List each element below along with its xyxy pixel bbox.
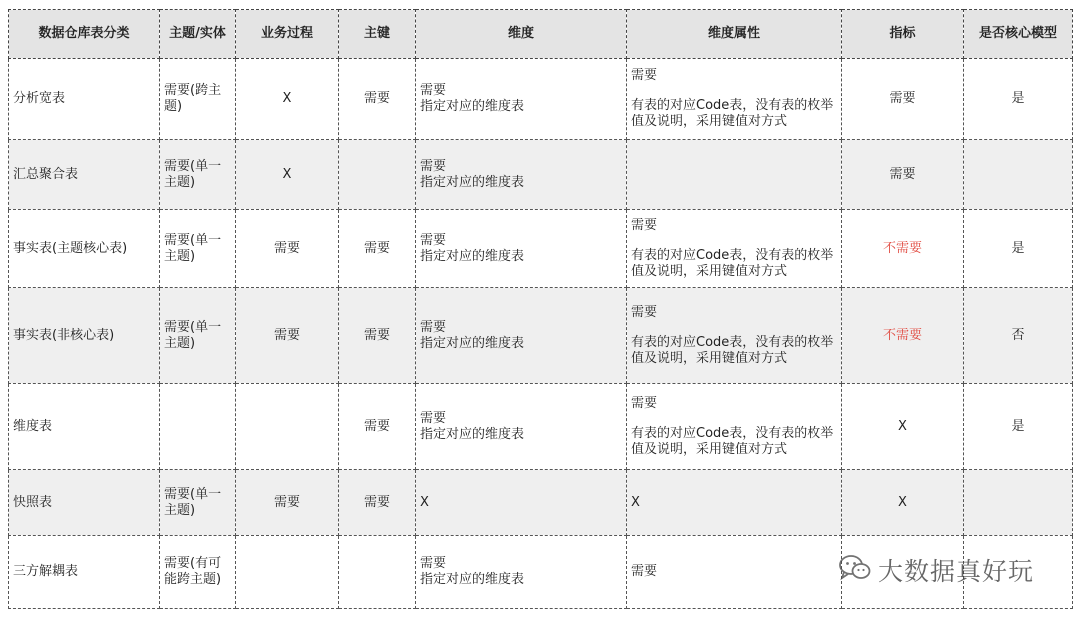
cell-dimension-attr: [627, 470, 842, 536]
cell-category: 三方解耦表: [9, 536, 160, 609]
header-metric: 指标: [842, 10, 964, 59]
cell-category: 快照表: [9, 470, 160, 536]
cell-process: [236, 536, 339, 609]
cell-metric: 需要: [842, 59, 964, 140]
cell-category: 维度表: [9, 384, 160, 470]
cell-process: [236, 384, 339, 470]
cell-dimension: [416, 59, 627, 140]
cell-metric: 需要: [842, 140, 964, 210]
cell-core: 是: [964, 59, 1073, 140]
cell-core: 是: [964, 210, 1073, 288]
cell-dimension-attr: [627, 59, 842, 140]
dimension-line-2: 指定对应的维度表: [420, 174, 525, 190]
cell-subject: [160, 384, 236, 470]
dimension-line-2: 指定对应的维度表: [420, 572, 525, 587]
cell-subject: 需要(单一主题): [160, 210, 236, 288]
dimension-line-1: 需要: [420, 410, 447, 426]
attr-line-1: 需要: [631, 68, 658, 83]
cell-key: 需要: [339, 288, 416, 384]
cell-key: [339, 536, 416, 609]
attr-line-2: X: [631, 494, 640, 510]
cell-process: 需要: [236, 210, 339, 288]
dimension-line-1: 需要: [420, 319, 447, 335]
cell-dimension-attr: [627, 140, 842, 210]
dimension-line-1: 需要: [420, 556, 447, 571]
attr-line-1: 需要: [631, 217, 658, 233]
cell-dimension: [416, 288, 627, 384]
attr-line-2: 有表的对应Code表，没有表的枚举值及说明，采用键值对方式: [631, 334, 834, 366]
attr-line-1: 需要: [631, 395, 658, 411]
cell-dimension-attr: [627, 384, 842, 470]
cell-subject: 需要(有可能跨主题): [160, 536, 236, 609]
cell-category: 汇总聚合表: [9, 140, 160, 210]
dimension-line-1: 需要: [420, 83, 447, 98]
cell-process: X: [236, 59, 339, 140]
header-core: 是否核心模型: [964, 10, 1073, 59]
table-container: [8, 9, 1073, 609]
cell-dimension: [416, 384, 627, 470]
cell-subject: 需要(单一主题): [160, 288, 236, 384]
dimension-line-1: X: [420, 494, 429, 510]
table-row: [9, 59, 1073, 140]
cell-category: 事实表(主题核心表): [9, 210, 160, 288]
cell-metric: 不需要: [842, 210, 964, 288]
dimension-line-2: 指定对应的维度表: [420, 426, 525, 442]
cell-core: [964, 140, 1073, 210]
header-subject: 主题/实体: [160, 10, 236, 59]
cell-core: 是: [964, 384, 1073, 470]
cell-dimension: [416, 470, 627, 536]
cell-dimension-attr: [627, 210, 842, 288]
header-dimension-attr: 维度属性: [627, 10, 842, 59]
dimension-line-2: 指定对应的维度表: [420, 99, 525, 114]
cell-subject: 需要(跨主题): [160, 59, 236, 140]
cell-metric: X: [842, 384, 964, 470]
cell-dimension: [416, 536, 627, 609]
cell-metric: 不需要: [842, 288, 964, 384]
attr-line-1: 需要: [631, 304, 658, 320]
cell-process: 需要: [236, 470, 339, 536]
header-process: 业务过程: [236, 10, 339, 59]
cell-dimension-attr: [627, 288, 842, 384]
attr-line-2: 需要: [631, 564, 658, 579]
cell-key: 需要: [339, 59, 416, 140]
watermark: [838, 552, 1034, 588]
cell-category: 分析宽表: [9, 59, 160, 140]
cell-key: 需要: [339, 470, 416, 536]
attr-line-2: 有表的对应Code表，没有表的枚举值及说明，采用键值对方式: [631, 98, 834, 129]
cell-category: 事实表(非核心表): [9, 288, 160, 384]
dw-table-classification: [8, 9, 1073, 609]
table-row: [9, 288, 1073, 384]
cell-process: X: [236, 140, 339, 210]
cell-dimension: [416, 140, 627, 210]
dimension-line-2: 指定对应的维度表: [420, 335, 525, 351]
watermark-text: 大数据真好玩: [878, 557, 1035, 586]
table-row: [9, 470, 1073, 536]
table-row: [9, 384, 1073, 470]
cell-core: 否: [964, 288, 1073, 384]
header-key: 主键: [339, 10, 416, 59]
cell-metric: X: [842, 470, 964, 536]
dimension-line-1: 需要: [420, 232, 447, 248]
cell-key: [339, 140, 416, 210]
cell-process: 需要: [236, 288, 339, 384]
dimension-line-2: 指定对应的维度表: [420, 248, 525, 264]
cell-dimension: [416, 210, 627, 288]
attr-line-2: 有表的对应Code表，没有表的枚举值及说明，采用键值对方式: [631, 425, 834, 457]
cell-subject: 需要(单一主题): [160, 470, 236, 536]
cell-core: [964, 470, 1073, 536]
header-row: [9, 10, 1073, 59]
dimension-line-1: 需要: [420, 158, 447, 174]
header-dimension: 维度: [416, 10, 627, 59]
header-category: 数据仓库表分类: [9, 10, 160, 59]
cell-dimension-attr: [627, 536, 842, 609]
wechat-icon: [838, 554, 872, 586]
table-row: [9, 140, 1073, 210]
attr-line-2: 有表的对应Code表，没有表的枚举值及说明，采用键值对方式: [631, 247, 834, 279]
cell-subject: 需要(单一主题): [160, 140, 236, 210]
cell-key: 需要: [339, 210, 416, 288]
table-row: [9, 210, 1073, 288]
cell-key: 需要: [339, 384, 416, 470]
